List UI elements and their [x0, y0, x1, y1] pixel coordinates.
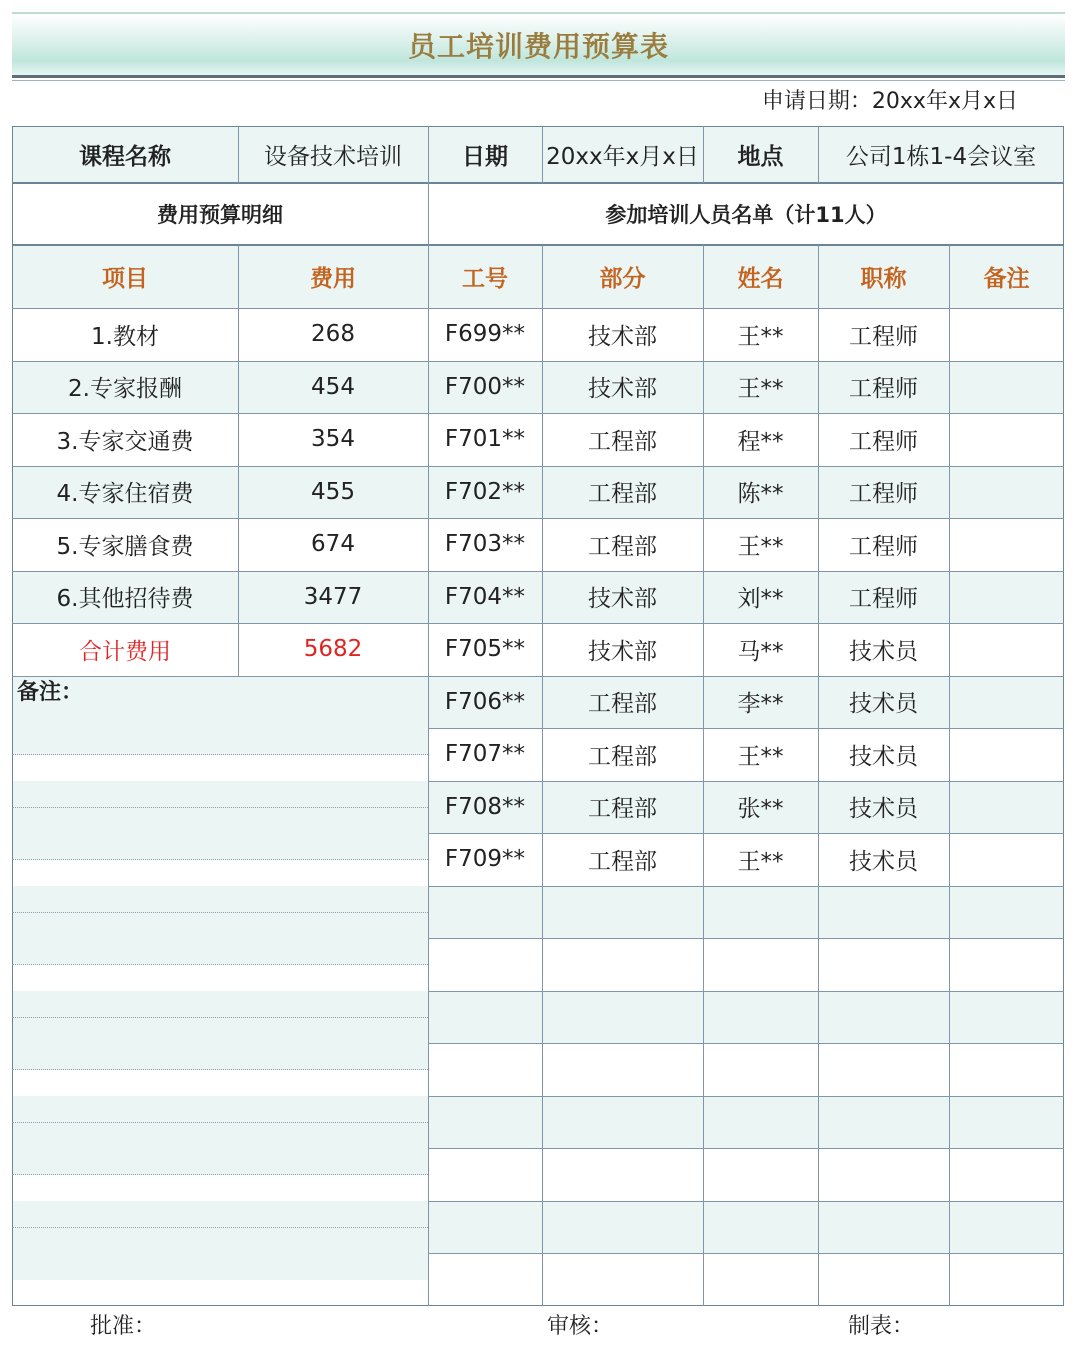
- budget-cost: 674: [311, 531, 355, 558]
- remarks-label: 备注：: [17, 680, 84, 706]
- place-value: 公司1栋1-4会议室: [845, 144, 1037, 170]
- remarks-dotted-line: [12, 754, 428, 755]
- attendee-dept: 技术部: [588, 638, 657, 665]
- attendee-id: F702**: [444, 478, 526, 505]
- row-divider: [428, 1253, 1064, 1254]
- attendee-name: 李**: [737, 691, 784, 718]
- row-divider: [428, 991, 1064, 992]
- attendee-note: [949, 676, 1064, 729]
- attendee-name: 王**: [737, 323, 784, 350]
- attendee-note: [949, 571, 1064, 624]
- attendee-dept: 工程部: [588, 691, 657, 718]
- total-label: 合计费用: [79, 638, 171, 665]
- attendee-title: 技术员: [849, 796, 918, 823]
- budget-item: 1.教材: [91, 323, 159, 350]
- attendee-note: [949, 833, 1064, 886]
- attendee-id: F708**: [444, 793, 526, 820]
- attendee-note: [949, 308, 1064, 361]
- attendee-name: 王**: [737, 533, 784, 560]
- col-header-dept: 部分: [599, 266, 646, 292]
- col-header-name: 姓名: [737, 266, 784, 292]
- attendee-dept: 工程部: [588, 481, 657, 508]
- place-label: 地点: [737, 144, 784, 170]
- attendee-id: F704**: [444, 583, 526, 610]
- budget-item: 5.专家膳食费: [56, 533, 194, 560]
- attendee-title: 技术员: [849, 638, 918, 665]
- attendee-note: [949, 728, 1064, 781]
- col-header-cost: 费用: [310, 266, 356, 292]
- remarks-dotted-line: [12, 964, 428, 965]
- row-divider: [428, 1043, 1064, 1044]
- remarks-dotted-line: [12, 1069, 428, 1070]
- remarks-dotted-line: [12, 1122, 428, 1123]
- attendee-id: F709**: [444, 846, 526, 873]
- attendee-dept: 工程部: [588, 743, 657, 770]
- attendee-title: 工程师: [849, 481, 918, 508]
- attendee-name: 马**: [737, 638, 784, 665]
- attendee-id: F703**: [444, 531, 526, 558]
- remarks-dotted-line: [12, 1017, 428, 1018]
- total-value: 5682: [303, 636, 363, 663]
- row-divider: [428, 1201, 1064, 1202]
- attendee-dept: 工程部: [588, 796, 657, 823]
- budget-item: 6.其他招待费: [56, 586, 194, 613]
- attendee-title: 工程师: [849, 586, 918, 613]
- attendee-dept: 工程部: [588, 428, 657, 455]
- attendee-dept: 技术部: [588, 323, 657, 350]
- date-value: 20xx年x月x日: [546, 144, 699, 170]
- row-divider: [428, 886, 1064, 887]
- attendee-name: 刘**: [737, 586, 784, 613]
- col-header-item: 项目: [102, 266, 148, 292]
- attendee-id: F701**: [444, 426, 526, 453]
- prepared-label: 制表：: [848, 1314, 915, 1339]
- remarks-dotted-line: [12, 912, 428, 913]
- attendee-note: [949, 361, 1064, 414]
- row-divider: [428, 938, 1064, 939]
- attendee-note: [949, 413, 1064, 466]
- budget-cost: 454: [311, 373, 355, 400]
- attendee-title: 技术员: [849, 691, 918, 718]
- attendee-id: F707**: [444, 741, 526, 768]
- attendee-name: 王**: [737, 743, 784, 770]
- approve-label: 批准：: [90, 1314, 157, 1339]
- row-divider: [428, 1096, 1064, 1097]
- budget-cost: 455: [311, 478, 355, 505]
- date-label: 日期: [462, 144, 508, 170]
- attendee-id: F700**: [444, 373, 526, 400]
- review-label: 审核：: [547, 1314, 614, 1339]
- attendee-name: 程**: [737, 428, 784, 455]
- attendee-id: F699**: [444, 321, 526, 348]
- budget-cost: 3477: [303, 583, 363, 610]
- attendee-name: 陈**: [737, 481, 784, 508]
- budget-cost: 268: [311, 321, 355, 348]
- title-underline-thin: [12, 80, 1065, 81]
- apply-date: 申请日期：20xx年x月x日: [761, 89, 1018, 114]
- attendee-title: 工程师: [849, 533, 918, 560]
- course-name-value: 设备技术培训: [264, 144, 402, 170]
- attendee-dept: 技术部: [588, 586, 657, 613]
- attendee-name: 王**: [737, 376, 784, 403]
- title-underline: [12, 75, 1065, 78]
- budget-cost: 354: [311, 426, 355, 453]
- col-header-title: 职称: [860, 266, 907, 292]
- course-name-label: 课程名称: [79, 144, 171, 170]
- col-header-id: 工号: [462, 266, 508, 292]
- attendee-note: [949, 781, 1064, 834]
- sheet-title: 员工培训费用预算表: [12, 12, 1065, 76]
- attendee-note: [949, 466, 1064, 519]
- attendee-title: 技术员: [849, 848, 918, 875]
- attendee-name: 王**: [737, 848, 784, 875]
- attendee-title: 技术员: [849, 743, 918, 770]
- attendee-id: F705**: [444, 636, 526, 663]
- attendee-dept: 技术部: [588, 376, 657, 403]
- attendee-section-title: 参加培训人员名单（计11人）: [605, 203, 887, 227]
- attendee-title: 工程师: [849, 376, 918, 403]
- attendee-id: F706**: [444, 688, 526, 715]
- budget-item: 2.专家报酬: [68, 376, 182, 403]
- budget-item: 4.专家住宿费: [56, 481, 194, 508]
- col-header-note: 备注: [983, 266, 1030, 292]
- budget-item: 3.专家交通费: [56, 428, 194, 455]
- budget-section-title: 费用预算明细: [157, 203, 283, 227]
- attendee-title: 工程师: [849, 323, 918, 350]
- attendee-dept: 工程部: [588, 848, 657, 875]
- remarks-dotted-line: [12, 1174, 428, 1175]
- attendee-dept: 工程部: [588, 533, 657, 560]
- attendee-name: 张**: [737, 796, 784, 823]
- remarks-dotted-line: [12, 859, 428, 860]
- row-divider: [428, 1148, 1064, 1149]
- remarks-dotted-line: [12, 1227, 428, 1228]
- attendee-note: [949, 623, 1064, 676]
- attendee-title: 工程师: [849, 428, 918, 455]
- remarks-dotted-line: [12, 807, 428, 808]
- attendee-note: [949, 518, 1064, 571]
